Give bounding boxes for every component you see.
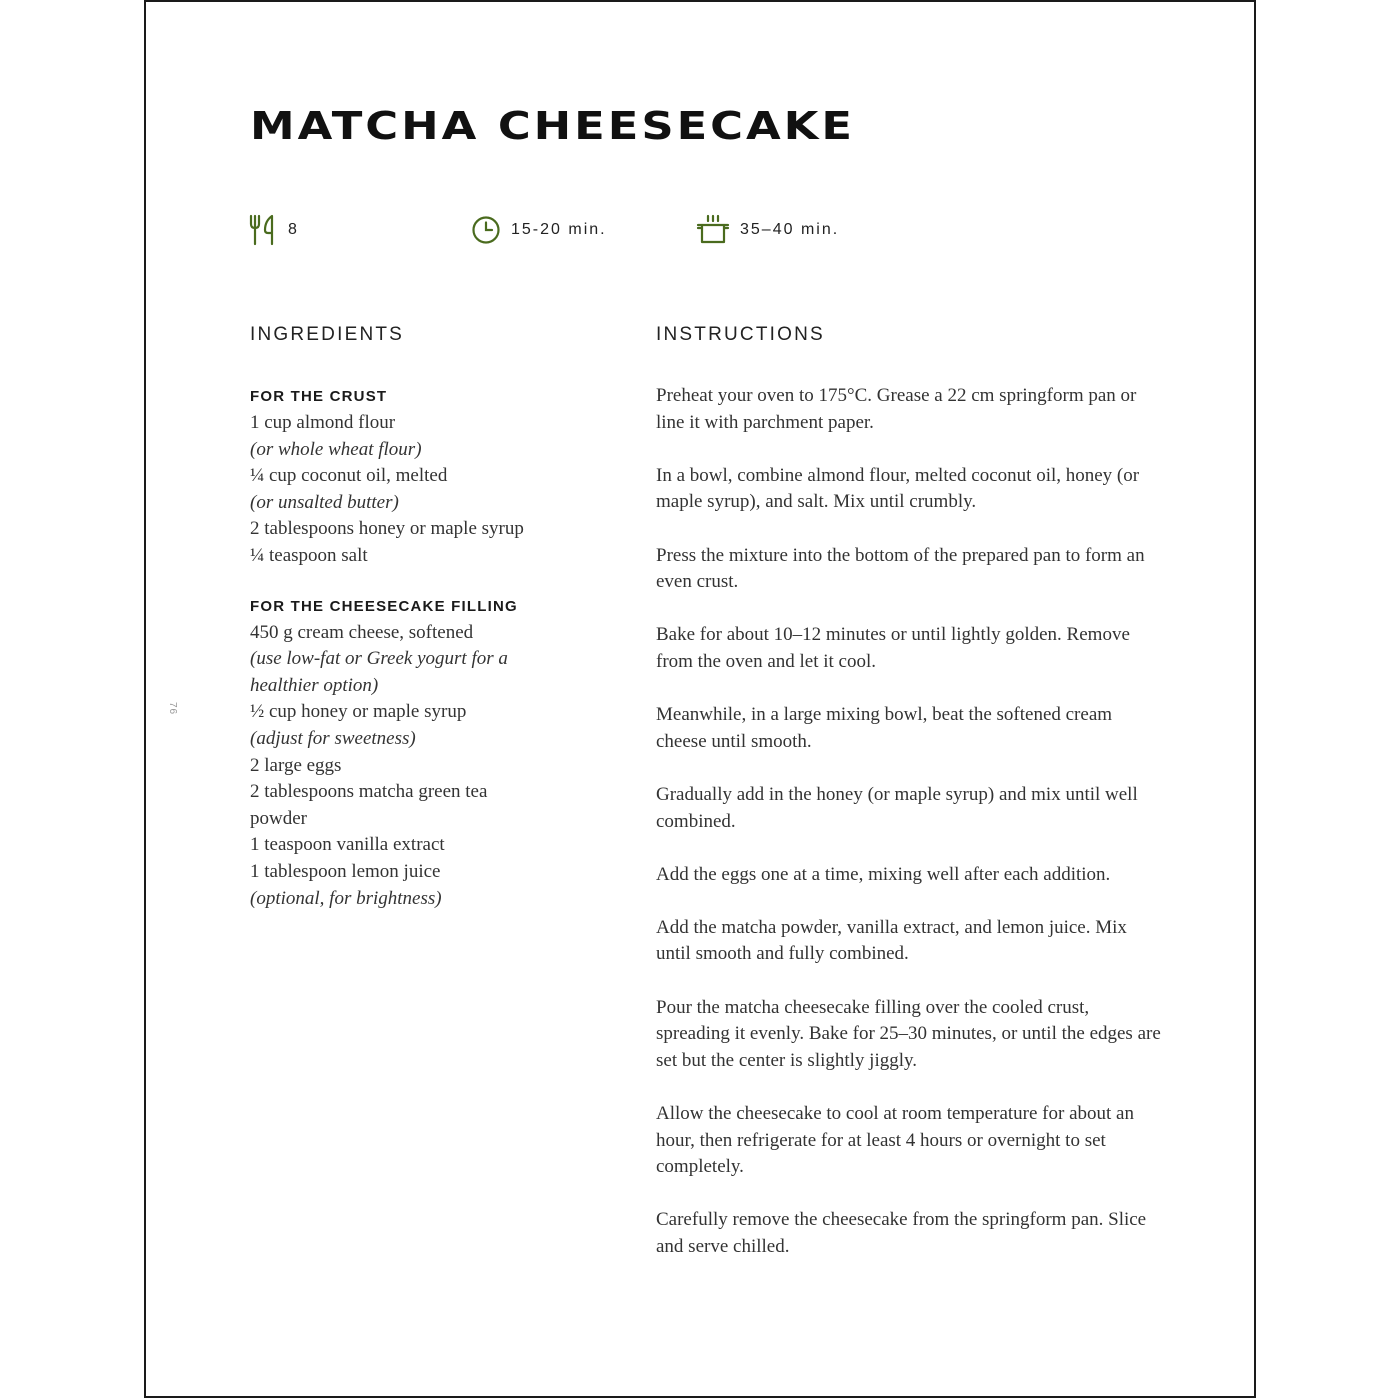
ingredient-line: 1 cup almond flour <box>250 412 396 433</box>
clock-icon <box>471 215 501 245</box>
instruction-step: Bake for about 10–12 minutes or until lightly golden. Remove from the oven and let it cool. <box>656 624 1130 672</box>
ingredient-line: 1 teaspoon vanilla extract <box>250 834 445 856</box>
ingredient-line: ½ cup honey or maple syrup <box>250 701 467 723</box>
ingredient-line: ¼ teaspoon salt <box>250 544 368 566</box>
ingredient-note: (adjust for sweetness) <box>250 727 416 749</box>
instructions-list <box>656 383 1166 1287</box>
ingredient-line: 1 tablespoon lemon juice <box>250 860 441 882</box>
instructions-heading: INSTRUCTIONS <box>656 324 825 345</box>
instruction-step: Add the matcha powder, vanilla extract, and lemon juice. Mix until smooth and fully combined. <box>656 916 1127 965</box>
instruction-step: Press the mixture into the bottom of the prepared pan to form an even crust. <box>656 544 1145 593</box>
ingredient-note: healthier option) <box>250 674 379 696</box>
fork-knife-icon <box>248 213 278 247</box>
prep-time-value: 15-20 min. <box>511 221 607 238</box>
ingredient-note: (use low-fat or Greek yogurt for a <box>250 648 508 670</box>
ingredients-list <box>250 384 590 912</box>
ingredient-line: ¼ cup coconut oil, melted <box>250 465 448 487</box>
cook-time-info <box>696 212 839 248</box>
ingredient-line: 2 tablespoons honey or maple syrup <box>250 518 524 540</box>
instruction-step: In a bowl, combine almond flour, melted coconut oil, honey (or maple syrup), and salt. Mix until crumbly. <box>656 464 1140 513</box>
page-number: 76 <box>167 702 178 716</box>
cook-time-value: 35–40 min. <box>740 221 840 238</box>
instruction-step: Carefully remove the cheesecake from the springform pan. Slice and serve chilled. <box>656 1209 1147 1257</box>
servings-info <box>248 212 299 248</box>
servings-value: 8 <box>288 221 299 238</box>
ingredient-line: 450 g cream cheese, softened <box>250 621 474 643</box>
pot-icon <box>696 214 730 246</box>
instruction-step: Preheat your oven to 175°C. Grease a 22 cm springform pan or line it with parchment paper. <box>656 385 1137 433</box>
ingredient-line: 2 large eggs <box>250 754 342 776</box>
instruction-step: Gradually add in the honey (or maple syrup) and mix until well combined. <box>656 783 1138 832</box>
instruction-step: Pour the matcha cheesecake filling over the cooled crust, spreading it evenly. Bake for 25–30 minutes, or until the edges are set but the center is slightly jiggly. <box>656 996 1161 1071</box>
ingredient-note: (optional, for brightness) <box>250 887 442 909</box>
recipe-title: MATCHA CHEESECAKE <box>250 104 855 148</box>
ingredient-note: (or unsalted butter) <box>250 491 399 513</box>
prep-time-info <box>471 212 607 248</box>
ingredient-line: powder <box>250 807 307 829</box>
crust-heading: FOR THE CRUST <box>250 388 388 405</box>
ingredients-heading: INGREDIENTS <box>250 324 405 345</box>
ingredient-line: 2 tablespoons matcha green tea <box>250 781 488 803</box>
ingredient-note: (or whole wheat flour) <box>250 438 422 460</box>
instruction-step: Allow the cheesecake to cool at room temperature for about an hour, then refrigerate for at least 4 hours or overnight to set completely. <box>656 1103 1134 1178</box>
instruction-step: Meanwhile, in a large mixing bowl, beat the softened cream cheese until smooth. <box>656 704 1113 752</box>
filling-heading: FOR THE CHEESECAKE FILLING <box>250 597 518 615</box>
instruction-step: Add the eggs one at a time, mixing well after each addition. <box>656 863 1111 885</box>
